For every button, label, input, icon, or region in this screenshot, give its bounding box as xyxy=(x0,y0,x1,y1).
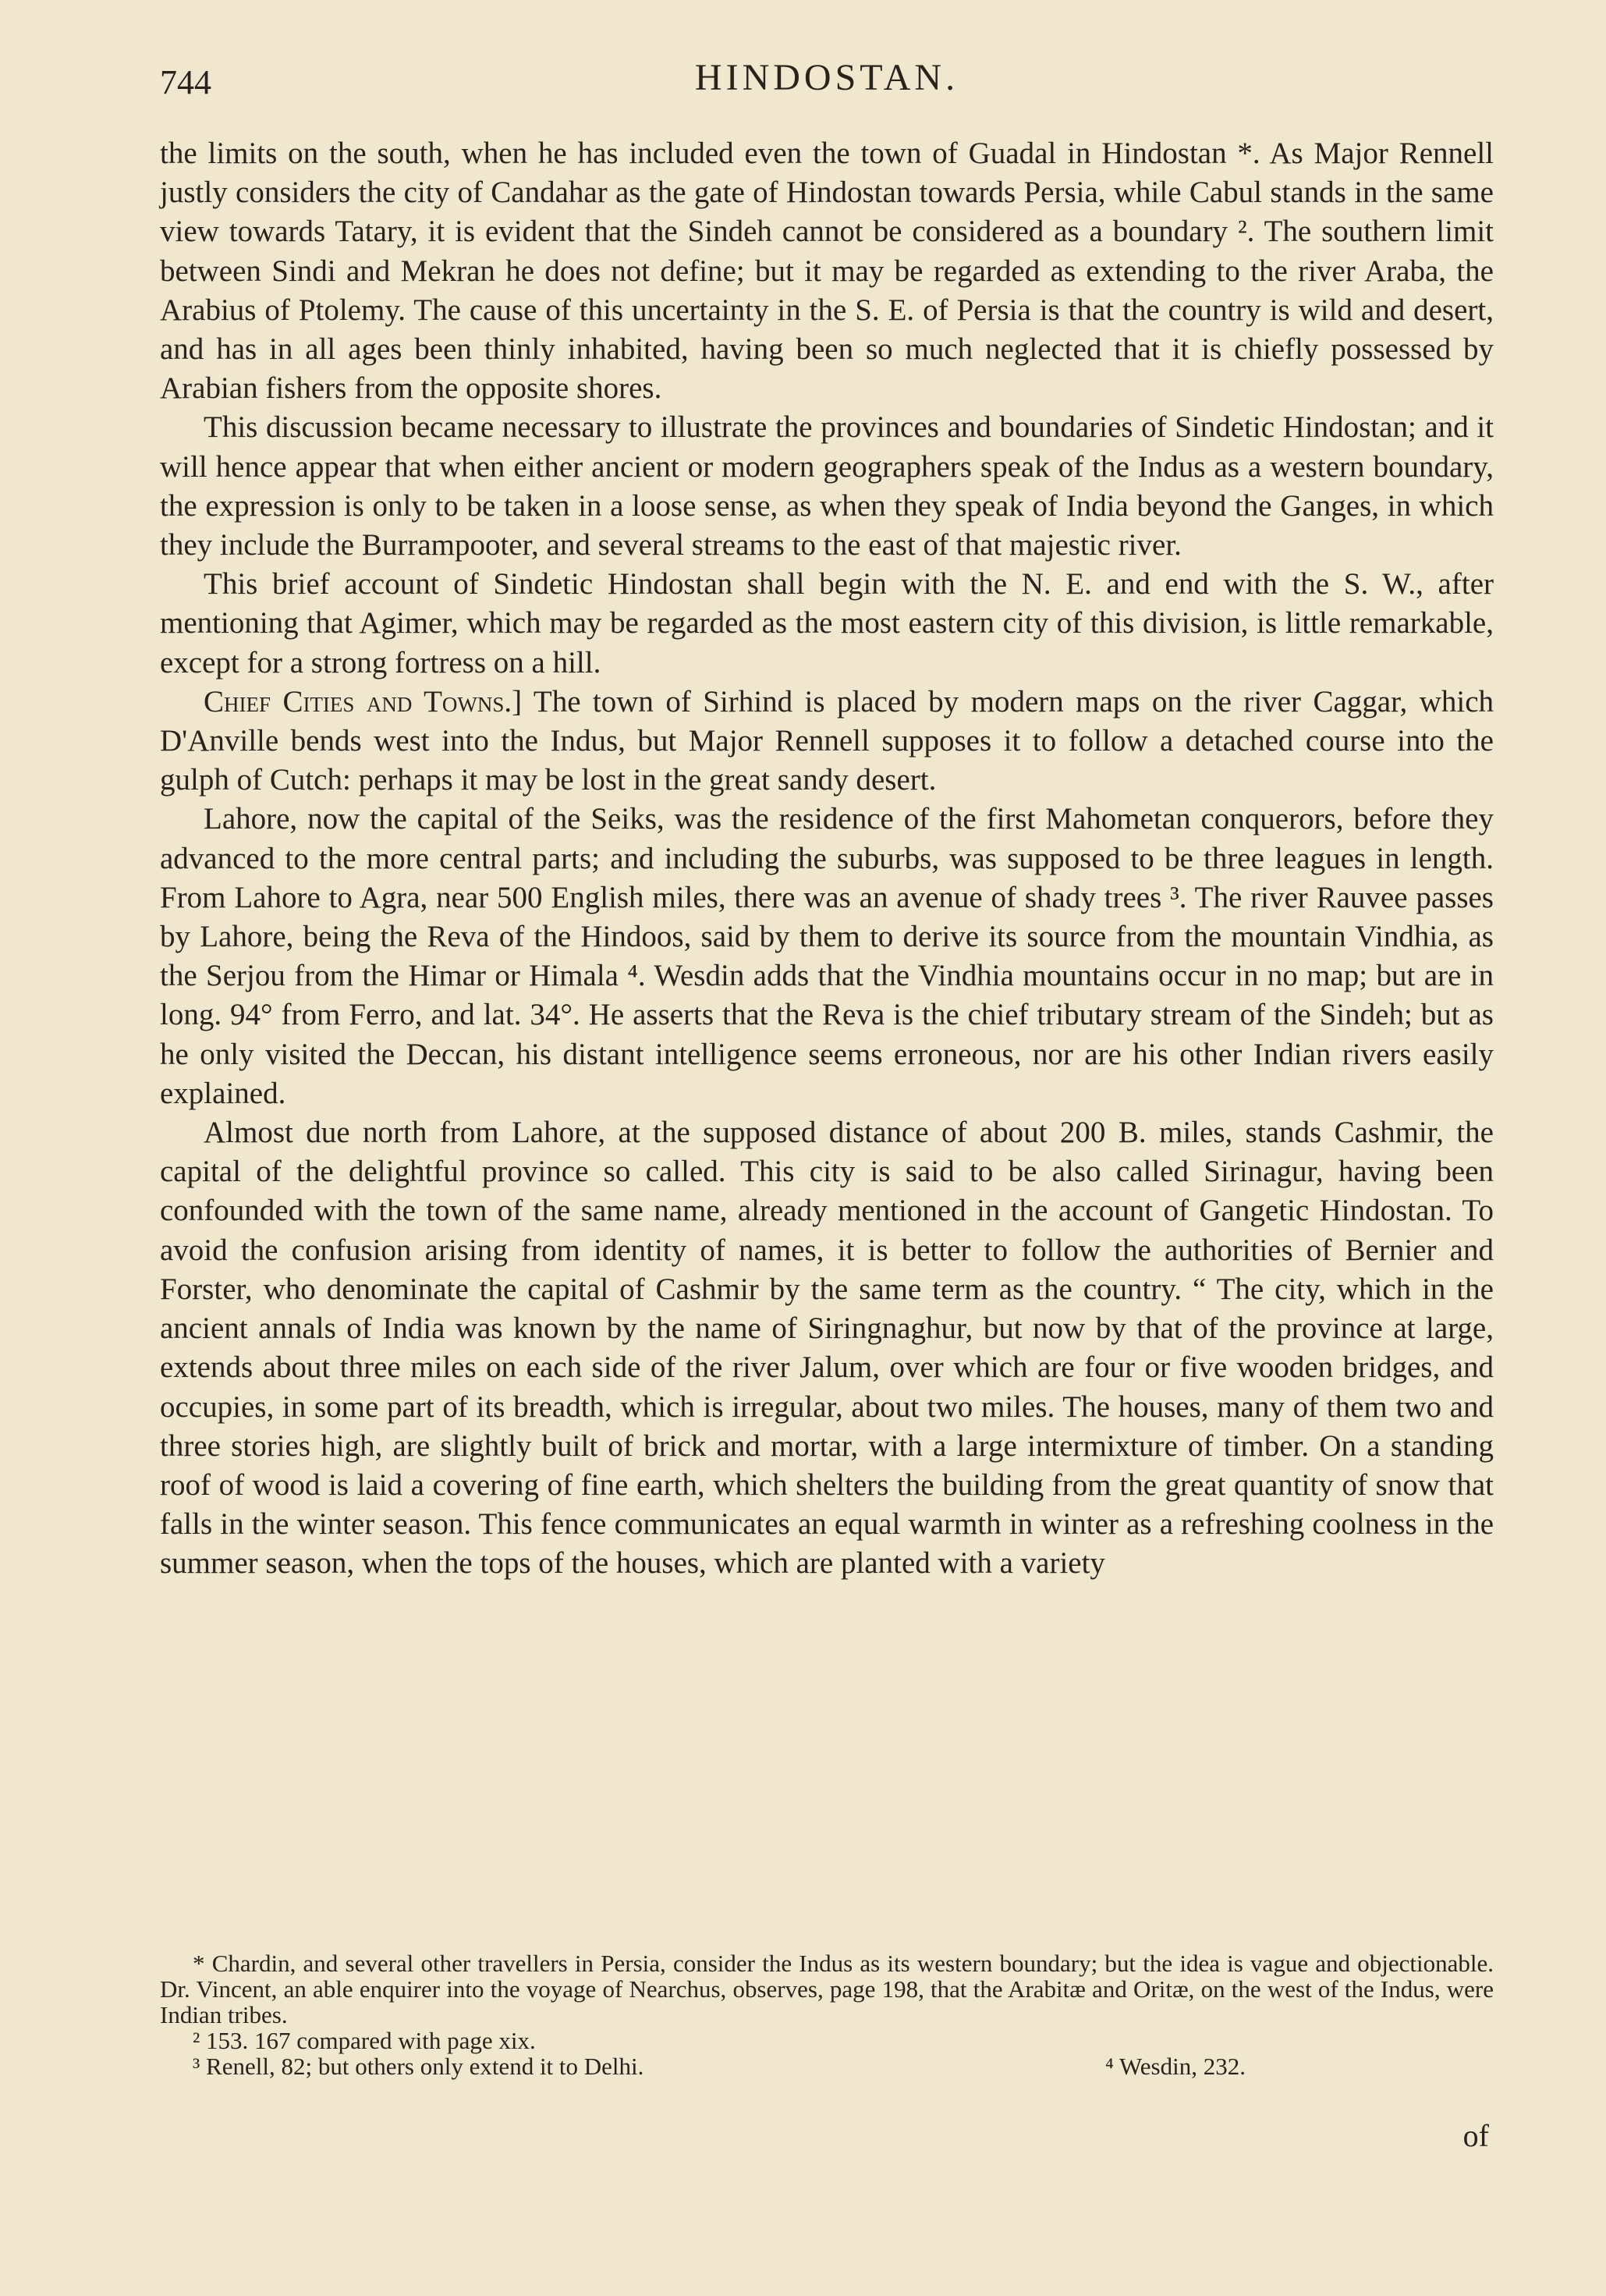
footnote-2: ² 153. 167 compared with page xix. xyxy=(193,2027,536,2054)
paragraph-6: Almost due north from Lahore, at the supposed distance of about 200 B. miles, stands Cashmir, the capital of the delightful province so called. This city is said to be also called Sirinagur, having been confounded with the town of the same name, already mentioned in the account of Gangetic Hindostan. To avoid the confusion arising from identity of names, it is better to follow the authorities of Bernier and Forster, who denominate the capital of Cashmir by the same term as the country. “ The city, which in the ancient annals of India was known by the name of Siringnaghur, but now by that of the province at large, extends about three miles on each side of the river Jalum, over which are four or five wooden bridges, and occupies, in some part of its breadth, which is irregular, about two miles. The houses, many of them two and three stories high, are slightly built of brick and mortar, with a large intermixture of timber. On a standing roof of wood is laid a covering of fine earth, which shelters the building from the great quantity of snow that falls in the winter season. This fence communicates an equal warmth in winter as a refreshing coolness in the summer season, when the tops of the houses, which are planted with a variety xyxy=(160,1116,1494,1581)
paragraph-1: the limits on the south, when he has included even the town of Guadal in Hindostan *. As Major Rennell justly considers the city of Candahar as the gate of Hindostan towards Persia, while Cabul stands in the same view towards Tatary, it is evident that the Sindeh cannot be considered as a boundary ². The southern limit between Sindi and Mekran he does not define; but it may be regarded as extending to the river Araba, the Arabius of Ptolemy. The cause of this uncertainty in the S. E. of Persia is that the country is wild and desert, and has in all ages been thinly inhabited, having been so much neglected that it is chiefly possessed by Arabian fishers from the opposite shores. xyxy=(160,137,1494,406)
paragraph-5: Lahore, now the capital of the Seiks, was the residence of the first Mahometan conquerors, before they advanced to the more central parts; and including the suburbs, was supposed to be three leagues in length. From Lahore to Agra, near 500 English miles, there was an avenue of shady trees ³. The river Rauvee passes by Lahore, being the Reva of the Hindoos, said by them to derive its source from the mountain Vindhia, as the Serjou from the Himar or Himala ⁴. Wesdin adds that the Vindhia mountains occur in no map; but are in long. 94° from Ferro, and lat. 34°. He asserts that the Reva is the chief tributary stream of the Sindeh; but as he only visited the Deccan, his distant intelligence seems erroneous, nor are his other Indian rivers easily explained. xyxy=(160,802,1494,1110)
page-number: 744 xyxy=(160,63,211,101)
footnote-4: ⁴ Wesdin, 232. xyxy=(1105,2053,1246,2080)
footnote-3: ³ Renell, 82; but others only extend it to Delhi. xyxy=(193,2053,644,2080)
side-heading: Chief Cities and Towns.] xyxy=(204,684,523,719)
page-header xyxy=(160,56,1494,111)
body-text xyxy=(160,134,1494,1584)
paragraph-4 xyxy=(160,683,1494,800)
catchword: of xyxy=(1462,2118,1489,2153)
running-head: HINDOSTAN. xyxy=(694,57,959,98)
paragraph-3: This brief account of Sindetic Hindostan shall begin with the N. E. and end with the S. W., after mentioning that Agimer, which may be regarded as the most eastern city of this division, is little remarkable, except for a strong fortress on a hill. xyxy=(160,567,1494,680)
paragraph-2: This discussion became necessary to illustrate the provinces and boundaries of Sindetic Hindostan; and it will hence appear that when either ancient or modern geographers speak of the Indus as a western boundary, the expression is only to be taken in a loose sense, as when they speak of India beyond the Ganges, in which they include the Burrampooter, and several streams to the east of that majestic river. xyxy=(160,410,1494,562)
footnote-row xyxy=(160,2053,1494,2079)
paragraph-4-text: The town of Sirhind is placed by modern maps on the river Caggar, which D'Anville bends west into the Indus, but Major Rennell supposes it to follow a detached course into the gulph of Cutch: perhaps it may be lost in the great sandy desert. xyxy=(160,684,1494,797)
footnote-star: * Chardin, and several other travellers in Persia, consider the Indus as its western boundary; but the idea is vague and objectionable. Dr. Vincent, an able enquirer into the voyage of Nearchus, observes, page 198, that the Arabitæ and Oritæ, on the west of the Indus, were Indian tribes. xyxy=(160,1950,1494,2028)
footnotes xyxy=(160,1950,1494,2079)
